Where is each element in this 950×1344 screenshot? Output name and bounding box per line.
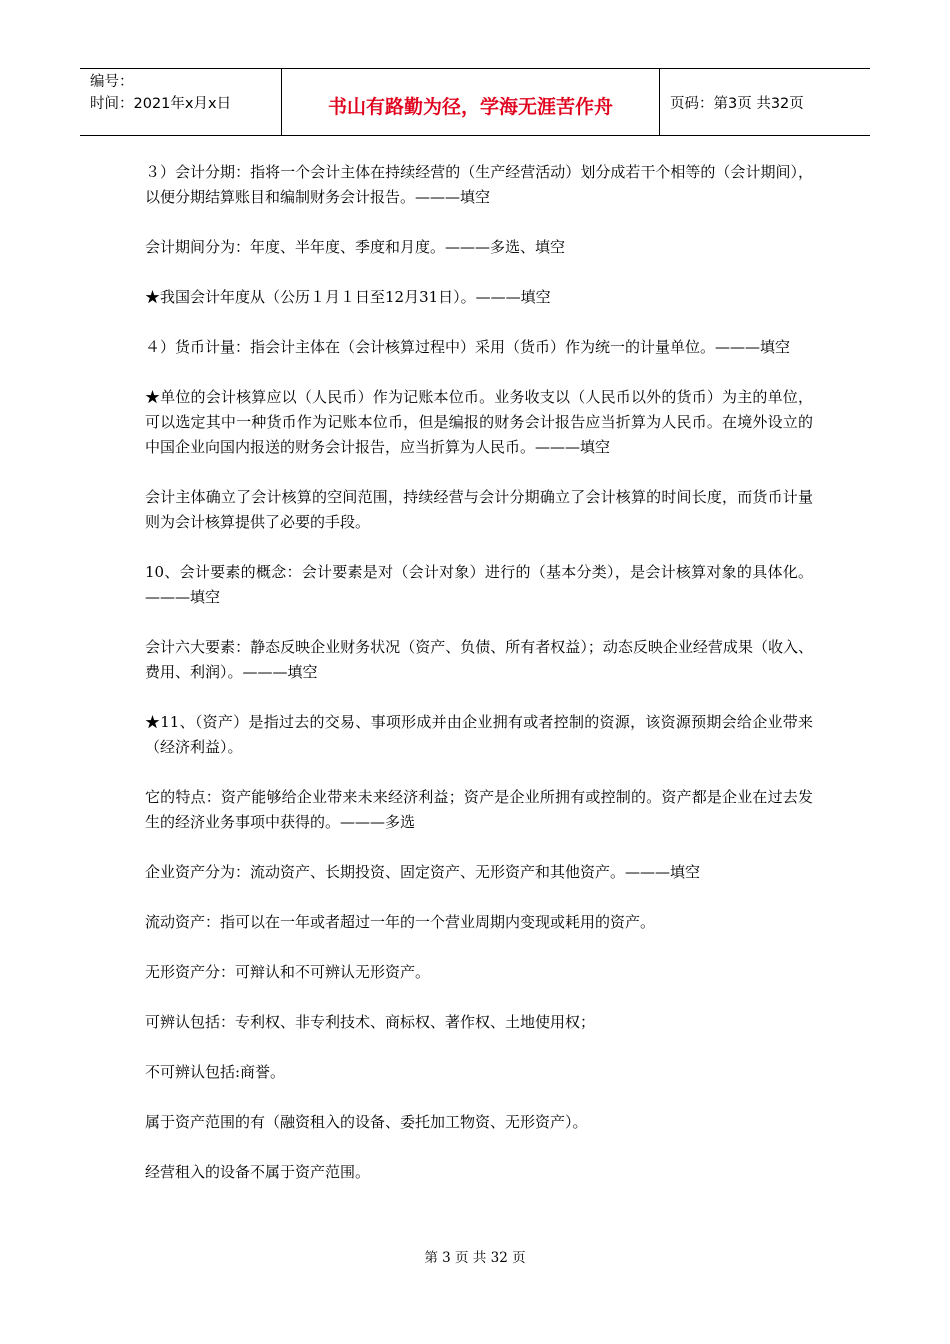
paragraph: ４）货币计量：指会计主体在（会计核算过程中）采用（货币）作为统一的计量单位。———填空	[145, 338, 791, 356]
paragraph: 无形资产分：可辩认和不可辨认无形资产。	[145, 963, 431, 981]
paragraph: 属于资产范围的有（融资租入的设备、委托加工物资、无形资产）。	[145, 1113, 588, 1131]
paragraph: 企业资产分为：流动资产、长期投资、固定资产、无形资产和其他资产。———填空	[145, 863, 701, 881]
page-header	[80, 68, 870, 136]
paragraph: ★我国会计年度从（公历１月１日至12月31日）。———填空	[145, 288, 551, 306]
paragraph: 会计六大要素：静态反映企业财务状况（资产、负债、所有者权益）；动态反映企业经营成果（收入、费用、利润）。———填空	[145, 638, 813, 681]
paragraph: 可辨认包括：专利权、非专利技术、商标权、著作权、土地使用权；	[145, 1013, 596, 1031]
header-motto: 书山有路勤为径，学海无涯苦作舟	[282, 69, 660, 135]
page-footer: 第 3 页 共 32 页	[424, 1250, 526, 1266]
document-date: 时间：2021年x月x日	[90, 96, 232, 112]
paragraph: 会计期间分为：年度、半年度、季度和月度。———多选、填空	[145, 238, 566, 256]
paragraph: 10、会计要素的概念：会计要素是对（会计对象）进行的（基本分类），是会计核算对象的具体化。———填空	[145, 563, 813, 606]
paragraph: 流动资产：指可以在一年或者超过一年的一个营业周期内变现或耗用的资产。	[145, 913, 656, 931]
header-meta	[80, 69, 282, 135]
paragraph: 不可辨认包括:商誉。	[145, 1063, 286, 1081]
paragraph: ３）会计分期：指将一个会计主体在持续经营的（生产经营活动）划分成若干个相等的（会计期间），以便分期结算账目和编制财务会计报告。———填空	[145, 163, 813, 206]
header-page-info: 页码：第3页 共32页	[670, 95, 804, 112]
paragraph: 它的特点：资产能够给企业带来未来经济利益；资产是企业所拥有或控制的。资产都是企业在过去发生的经济业务事项中获得的。———多选	[145, 788, 813, 831]
paragraph: ★单位的会计核算应以（人民币）作为记账本位币。业务收支以（人民币以外的货币）为主的单位，可以选定其中一种货币作为记账本位币，但是编报的财务会计报告应当折算为人民币。在境外设立的中国企业向国内报送的财务会计报告，应当折算为人民币。———填空	[145, 388, 813, 456]
paragraph: ★11、（资产）是指过去的交易、事项形成并由企业拥有或者控制的资源，该资源预期会给企业带来（经济利益）。	[145, 713, 813, 756]
document-number-label: 编号：	[90, 74, 134, 90]
document-body	[145, 160, 813, 1210]
paragraph: 经营租入的设备不属于资产范围。	[145, 1163, 371, 1181]
paragraph: 会计主体确立了会计核算的空间范围，持续经营与会计分期确立了会计核算的时间长度，而货币计量则为会计核算提供了必要的手段。	[145, 488, 813, 531]
